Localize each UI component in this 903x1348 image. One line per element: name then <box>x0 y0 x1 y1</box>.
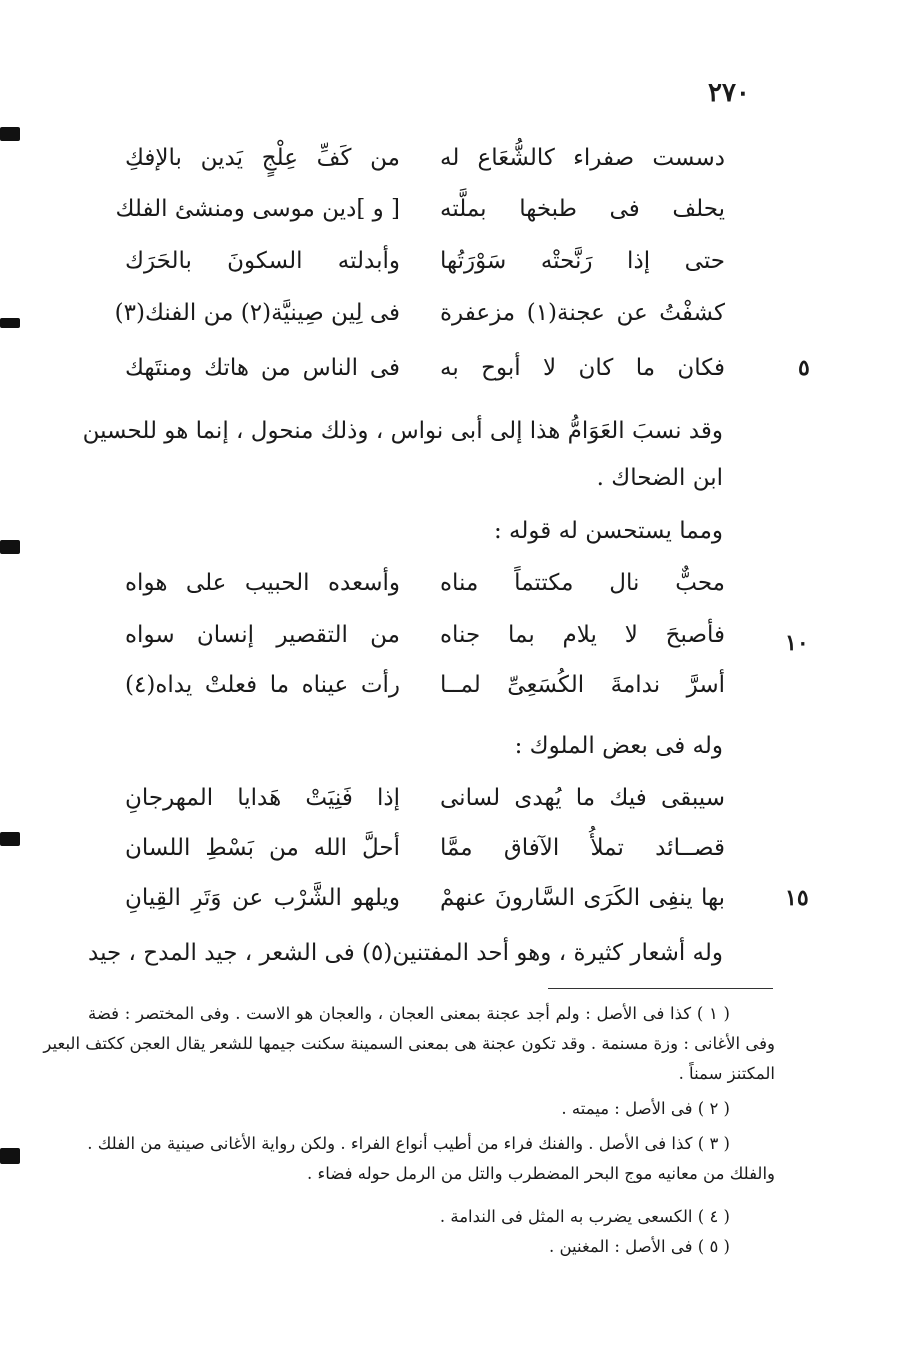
footnote: المكتنز سمناً . <box>678 1064 775 1083</box>
page-number: ٢٧٠ <box>708 78 750 108</box>
line-marker-5: ٥ <box>798 355 810 381</box>
hemistich-second: من التقصير إنسان سواه <box>125 622 400 648</box>
hemistich-first: سيبقى فيك ما يُهدى لسانى <box>440 785 725 811</box>
verse <box>125 672 725 716</box>
hemistich-second: رأت عيناه ما فعلتْ يداه(٤) <box>125 672 400 698</box>
footnote: ( ٢ ) فى الأصل : ميمته . <box>561 1099 730 1118</box>
hemistich-second: وأبدلته السكونَ بالحَرَك <box>125 248 400 274</box>
hemistich-second: ويلهو الشَّرْب عن وَتَرِ القِيانِ <box>125 885 400 911</box>
scan-mark <box>0 1148 20 1164</box>
verse <box>125 885 725 929</box>
hemistich-second: إذا فَنِيَتْ هَدايا المهرجانِ <box>125 785 400 811</box>
verse <box>125 570 725 614</box>
hemistich-first: دسست صفراء كالشُّعَاع له <box>440 145 725 171</box>
scan-mark <box>0 127 20 141</box>
line-marker-10: ١٠ <box>785 630 809 656</box>
hemistich-first: بها ينفِى الكَرَى السَّارونَ عنهمْ <box>440 885 725 911</box>
hemistich-first: فكان ما كان لا أبوح به <box>440 355 725 381</box>
verse <box>125 835 725 879</box>
footnote: ( ٥ ) فى الأصل : المغنين . <box>548 1237 730 1256</box>
hemistich-second: [ و ]دين موسى ومنشئ الفلك <box>115 196 400 222</box>
hemistich-first: يحلف فى طبخها بملَّته <box>440 196 725 222</box>
hemistich-first: كشفْتُ عن عجنة(١) مزعفرة <box>440 300 725 326</box>
hemistich-first: حتى إذا رَنَّحتْه سَوْرَتُها <box>440 248 725 274</box>
hemistich-second: وأسعده الحبيب على هواه <box>125 570 400 596</box>
hemistich-first: فأصبحَ لا يلام بما جناه <box>440 622 725 648</box>
verse <box>125 785 725 829</box>
footnote: ( ٣ ) كذا فى الأصل . والفنك فراء من أطيب أنواع الفراء . ولكن رواية الأغانى صينية من الفلك . <box>87 1134 730 1153</box>
footnote-rule <box>548 988 773 989</box>
verse <box>125 145 725 189</box>
section-intro: وله فى بعض الملوك : <box>514 733 723 759</box>
footnote: والفلك من معانيه موج البحر المضطرب والتل من الرمل حوله فضاء . <box>307 1164 775 1183</box>
hemistich-first: أسرَّ ندامةَ الكُسَعِىِّ لمــا <box>440 672 725 698</box>
verse <box>125 622 725 666</box>
hemistich-first: محبٌّ نال مكتتماً مناه <box>440 570 725 596</box>
verse <box>115 196 725 240</box>
footnote: ( ٤ ) الكسعى يضرب به المثل فى الندامة . <box>439 1207 730 1226</box>
verse <box>125 355 725 399</box>
verse <box>114 300 725 344</box>
hemistich-second: أحلَّ الله من بَسْطِ اللسان <box>125 835 400 861</box>
prose-line: وقد نسبَ العَوَامُّ هذا إلى أبى نواس ، وذلك منحول ، إنما هو للحسين <box>82 418 723 444</box>
hemistich-second: فى الناس من هاتك ومنتَهك <box>125 355 400 381</box>
line-marker-15: ١٥ <box>785 885 809 911</box>
verse <box>125 248 725 292</box>
hemistich-second: فى لِين صِينيَّة(٢) من الفنك(٣) <box>114 300 400 326</box>
scan-mark <box>0 540 20 554</box>
hemistich-second: من كَفِّ عِلْجٍ يَدين بالإفكِ <box>125 145 400 171</box>
footnote: ( ١ ) كذا فى الأصل : ولم أجد عجنة بمعنى العجان ، والعجان هو الاست . وفى المختصر : فضة <box>88 1004 730 1023</box>
section-intro: ومما يستحسن له قوله : <box>493 518 723 544</box>
prose-line: وله أشعار كثيرة ، وهو أحد المفتنين(٥) فى الشعر ، جيد المدح ، جيد <box>88 940 723 966</box>
footnote: وفى الأغانى : وزة مسنمة . وقد تكون عجنة هى بمعنى السمينة سكنت جيمها للشعر يقال العجن ككتف البعير <box>43 1034 775 1053</box>
scan-mark <box>0 832 20 846</box>
hemistich-first: قصــائد تملأُ الآفاق ممَّا <box>440 835 725 861</box>
scan-mark <box>0 318 20 328</box>
prose-line: ابن الضحاك . <box>596 465 723 491</box>
